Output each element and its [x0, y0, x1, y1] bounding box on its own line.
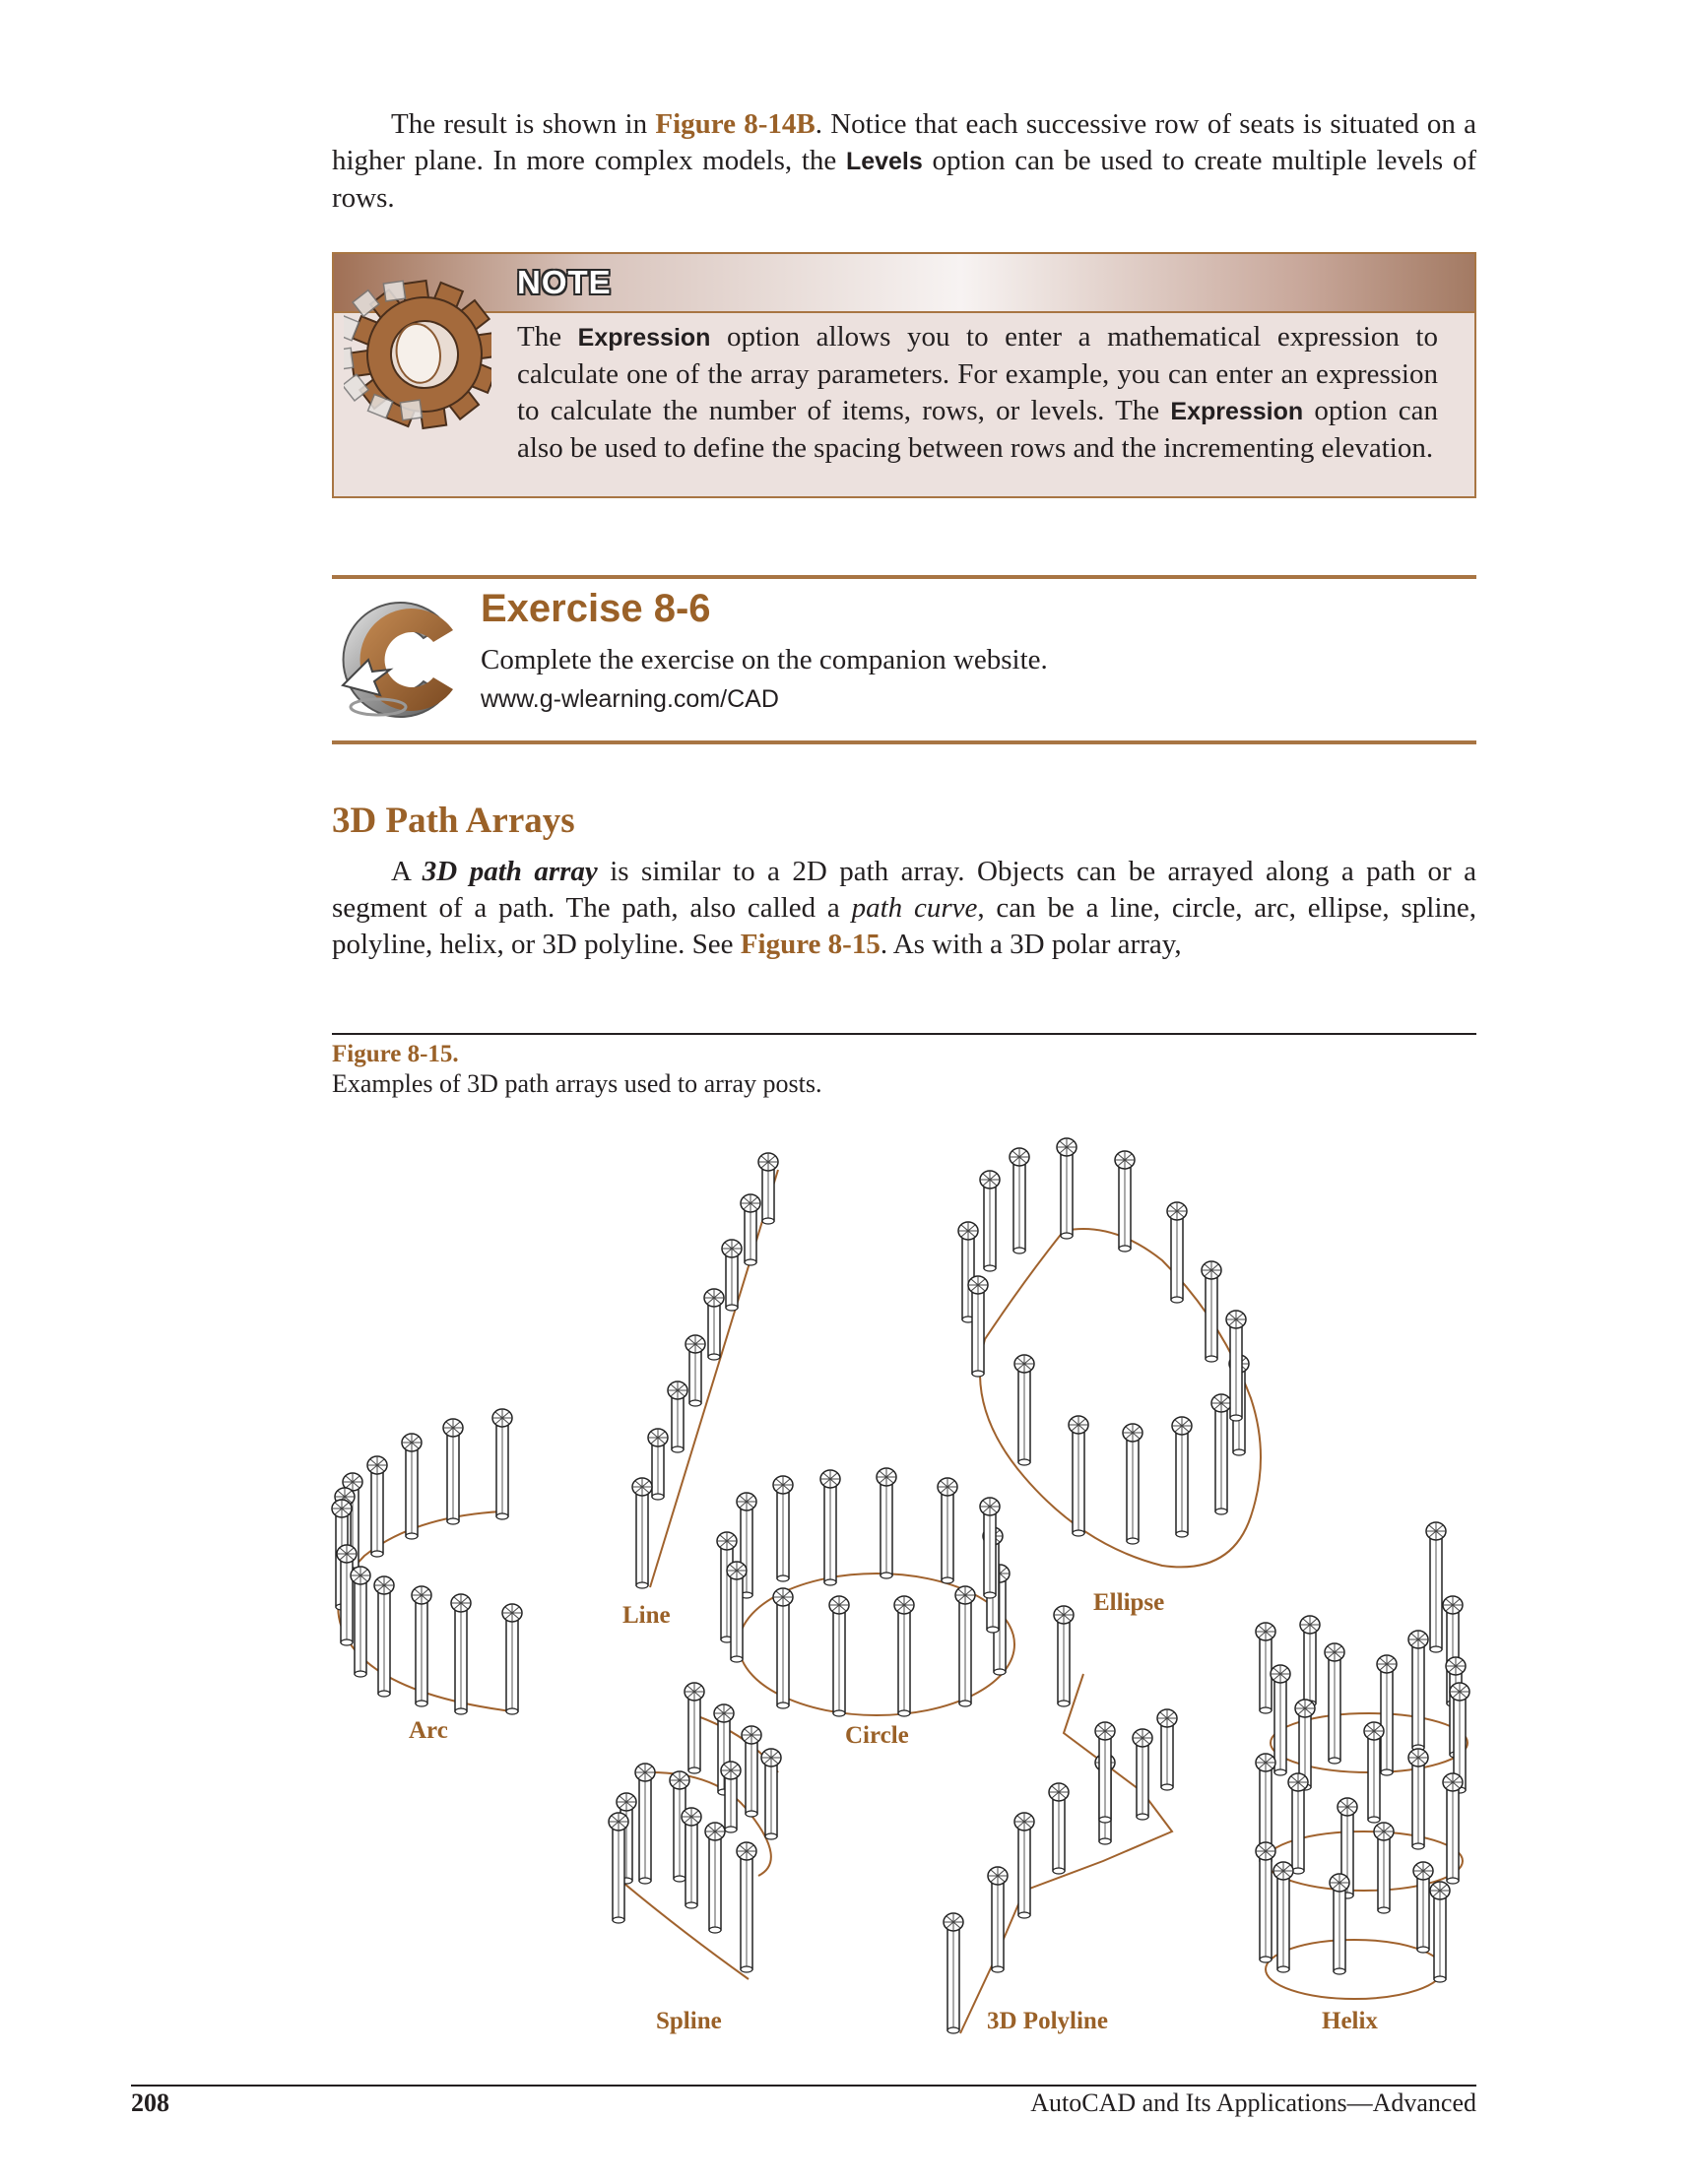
post-icon: [492, 1409, 512, 1519]
figure-caption: Examples of 3D path arrays used to array posts.: [332, 1069, 822, 1098]
post-icon: [1133, 1729, 1152, 1820]
book-title: AutoCAD and Its Applications—Advanced: [1030, 2088, 1476, 2117]
post-icon: [705, 1823, 725, 1933]
post-icon: [668, 1381, 687, 1452]
post-icon: [443, 1419, 463, 1524]
post-icon: [1010, 1148, 1029, 1253]
figure-reference-link[interactable]: Figure 8-14B: [655, 108, 816, 140]
section-heading: 3D Path Arrays: [332, 801, 575, 841]
post-icon: [1300, 1616, 1320, 1706]
post-icon: [988, 1867, 1008, 1972]
text-run: is similar to a 2D path array. Objects can be arrayed along a path or a segment of a path. The path, also called a: [332, 856, 1477, 924]
post-icon: [502, 1604, 522, 1714]
text-run: . Notice that each successive row of seats is situated on a higher plane. In more complex models, the: [332, 108, 1476, 176]
post-icon: [721, 1762, 741, 1832]
post-icon: [685, 1683, 704, 1773]
polyline3d-path: [960, 1674, 1172, 2033]
post-icon: [737, 1842, 756, 1972]
page-number: 208: [131, 2088, 169, 2117]
post-icon: [1374, 1823, 1394, 1913]
exercise-url-link[interactable]: www.g-wlearning.com/CAD: [481, 685, 779, 713]
post-icon: [1408, 1631, 1428, 1751]
post-icon: [1167, 1202, 1187, 1303]
post-icon: [1211, 1394, 1231, 1514]
text-run: option can be used to create multiple levels of rows.: [332, 145, 1477, 214]
post-icon: [758, 1153, 778, 1224]
figure-number: Figure 8-15.: [332, 1041, 459, 1067]
post-icon: [704, 1289, 724, 1360]
note-title: NOTE: [517, 264, 612, 300]
exercise-title: Exercise 8-6: [481, 587, 711, 630]
post-icon: [1095, 1722, 1115, 1823]
post-icon: [632, 1478, 652, 1588]
post-icon: [944, 1913, 963, 2033]
post-icon: [1413, 1862, 1433, 1953]
post-icon: [1049, 1783, 1069, 1874]
post-icon: [635, 1764, 655, 1884]
post-icon: [820, 1470, 840, 1585]
keyword-expression: Expression: [577, 324, 711, 352]
keyword-levels: Levels: [845, 148, 923, 175]
figure-reference-link[interactable]: Figure 8-15: [740, 929, 881, 960]
text-run: . As with a 3D polar array,: [880, 929, 1182, 960]
post-icon: [1115, 1151, 1135, 1252]
label-spline: Spline: [656, 2008, 722, 2034]
post-icon: [742, 1726, 761, 1817]
post-icon: [1123, 1424, 1142, 1544]
helix-path: [1266, 1940, 1443, 1999]
label-line: Line: [622, 1602, 671, 1629]
exercise-text: Complete the exercise on the companion website.: [481, 644, 1048, 675]
post-icon: [1172, 1417, 1192, 1537]
post-icon: [1426, 1522, 1446, 1652]
post-icon: [773, 1476, 793, 1581]
post-icon: [1054, 1606, 1074, 1706]
post-icon: [1430, 1882, 1450, 1982]
post-icon: [968, 1276, 988, 1377]
term-3d-path-array: 3D path array: [422, 856, 598, 887]
post-icon: [1014, 1355, 1034, 1465]
post-icon: [685, 1335, 705, 1406]
post-icon: [773, 1588, 793, 1708]
label-ellipse: Ellipse: [1093, 1589, 1165, 1616]
post-icon: [351, 1567, 370, 1677]
text-run: option allows you to enter a mathematical expression to calculate one of the array parameters. For example, you can enter an expression to calculate the number of items, rows, or levels. The: [517, 321, 1438, 426]
post-icon: [1325, 1643, 1344, 1764]
label-3d-polyline: 3D Polyline: [987, 2008, 1108, 2034]
post-icon: [980, 1171, 1000, 1271]
post-icon: [829, 1596, 849, 1716]
post-icon: [894, 1596, 914, 1716]
text-run: The result is shown in: [391, 108, 656, 140]
post-icon: [1256, 1842, 1275, 1962]
post-icon: [1014, 1813, 1034, 1918]
label-helix: Helix: [1322, 2008, 1378, 2034]
post-icon: [1157, 1709, 1177, 1790]
post-icon: [402, 1434, 422, 1539]
line-path: [650, 1170, 778, 1587]
text-run: A: [391, 856, 423, 887]
post-icon: [741, 1194, 760, 1265]
term-path-curve: path curve: [851, 892, 978, 924]
label-arc: Arc: [409, 1717, 448, 1744]
post-icon: [451, 1594, 471, 1714]
text-run: The: [517, 321, 578, 353]
text-run: , can be a line, circle, arc, ellipse, spline, polyline, helix, or 3D polyline. See: [332, 892, 1477, 960]
post-icon: [938, 1478, 957, 1583]
post-icon: [1057, 1138, 1077, 1239]
label-circle: Circle: [845, 1722, 909, 1749]
post-icon: [877, 1468, 896, 1578]
text-run: option can also be used to define the spacing between rows and the incrementing elevation.: [517, 395, 1438, 464]
post-icon: [761, 1749, 781, 1839]
keyword-expression: Expression: [1170, 398, 1304, 425]
footer-rule: [131, 2085, 1476, 2087]
post-icon: [1330, 1874, 1349, 1974]
post-icon: [1288, 1773, 1308, 1874]
post-icon: [1069, 1416, 1088, 1536]
post-icon: [955, 1586, 975, 1706]
